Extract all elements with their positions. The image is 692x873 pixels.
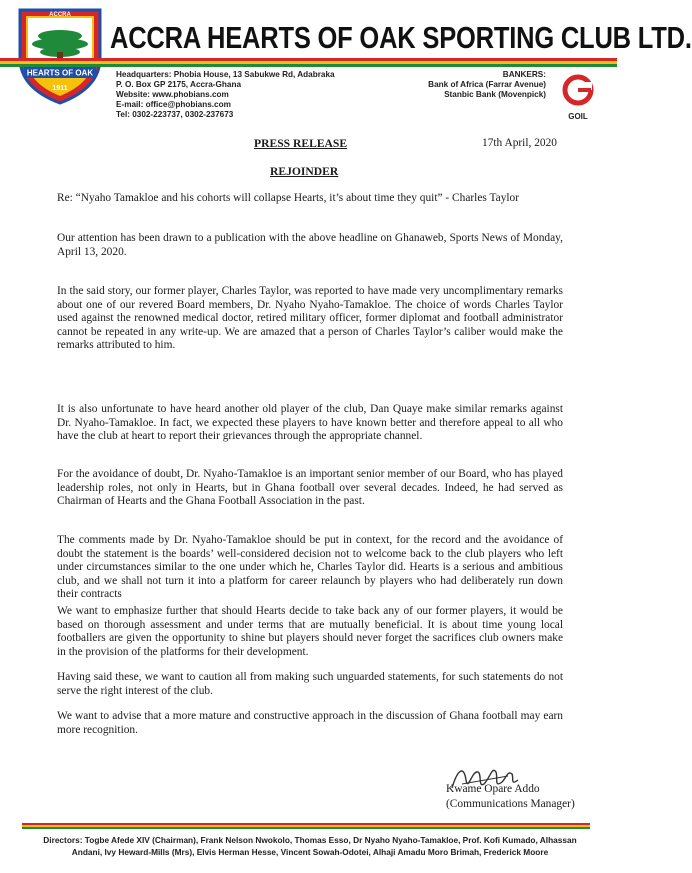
body-paragraph: The comments made by Dr. Nyaho-Tamakloe should be put in context, for the record and the avoidance of doubt the statement is the boards’ well-considered decision not to welcome back to the club players who left under circumstances similar to the one under which he, Charles Taylor did. Hearts is a serious and ambitious club, and we shall not turn it into a platform for career relaunch by players who had deliberately run down their contracts (57, 534, 563, 600)
crest-band-text: HEARTS OF OAK (26, 68, 94, 78)
document-date: 17th April, 2020 (482, 137, 557, 149)
bank-line: Bank of Africa (Farrar Avenue) (428, 80, 546, 89)
footer-stripe-green (22, 827, 590, 829)
signatory-name: Kwame Opare Addo (446, 783, 540, 795)
body-paragraph: It is also unfortunate to have heard another old player of the club, Dan Quaye make similar remarks against Dr. Nyaho-Tamakloe. In fact, we expected these players to have known better and therefore appeal to all who have the club at heart to report their grievances through the appropriate channel. (57, 403, 563, 442)
club-crest-icon (14, 6, 106, 106)
directors-list: Directors: Togbe Afede XIV (Chairman), Frank Nelson Nwokolo, Thomas Esso, Dr Nyaho Nyaho-Tamakloe, Prof. Kofi Kumado, Alhassan Andani, Ivy Heward-Mills (Mrs), Elvis Herman Hesse, Vincent Sowah-Odotei, Alhaji Amadu Moro Brimah, Frederick Moore (43, 835, 577, 857)
body-paragraph: We want to emphasize further that should Hearts decide to take back any of our former players, it would be based on thorough assessment and under terms that are mutually beneficial. It is about time young local footballers are given the opportunity to shine but players should never forget the sacrifices club owners make in the provision of the platforms for their development. (57, 605, 563, 658)
body-paragraph: We want to advise that a more mature and constructive approach in the discussion of Ghana football may earn more recognition. (57, 710, 563, 736)
bankers-block (400, 70, 546, 100)
sponsor-name: GOIL (568, 112, 588, 121)
document-subtitle: REJOINDER (270, 165, 339, 178)
body-paragraph: Having said these, we want to caution all from making such unguarded statements, for such statements do not serve the right interest of the club. (57, 671, 563, 697)
club-name: ACCRA HEARTS OF OAK SPORTING CLUB LTD. (110, 22, 692, 56)
header-stripe-green (0, 64, 617, 67)
body-paragraph: For the avoidance of doubt, Dr. Nyaho-Tamakloe is an important senior member of our Board, who has played leadership roles, not only in Hearts, but in Ghana football over several decades. Indeed, he had served as Chairman of Hearts and the Ghana Football Association in the past. (57, 468, 563, 507)
contact-line: Website: www.phobians.com (116, 90, 229, 99)
crest-top-text: ACCRA (49, 12, 71, 18)
re-line: Re: “Nyaho Tamakloe and his cohorts will collapse Hearts, it’s about time they quit” - Charles Taylor (57, 192, 520, 204)
bank-line: Stanbic Bank (Movenpick) (444, 90, 546, 99)
contact-line: Headquarters: Phobia House, 13 Sabukwe Rd, Adabraka (116, 70, 335, 79)
contact-line: Tel: 0302-223737, 0302-237673 (116, 110, 234, 119)
signatory-title: (Communications Manager) (446, 798, 575, 810)
contact-line: E-mail: office@phobians.com (116, 100, 231, 109)
body-paragraph: Our attention has been drawn to a publication with the above headline on Ghanaweb, Sports News of Monday, April 13, 2020. (57, 232, 563, 258)
crest-year: 1911 (52, 85, 68, 92)
document-title: PRESS RELEASE (254, 137, 348, 150)
contact-line: P. O. Box GP 2175, Accra-Ghana (116, 80, 241, 89)
contact-block (116, 70, 396, 120)
bankers-heading: BANKERS: (502, 70, 546, 79)
body-paragraph: In the said story, our former player, Charles Taylor, was reported to have made very uncomplimentary remarks about one of our revered Board members, Dr. Nyaho Nyaho-Tamakloe. The choice of words Charles Taylor used against the renowned medical doctor, retired military officer, former diplomat and football administrator cannot be repeated in any write-up. We are amazed that a person of Charles Taylor’s caliber would make the remarks attributed to him. (57, 285, 563, 351)
